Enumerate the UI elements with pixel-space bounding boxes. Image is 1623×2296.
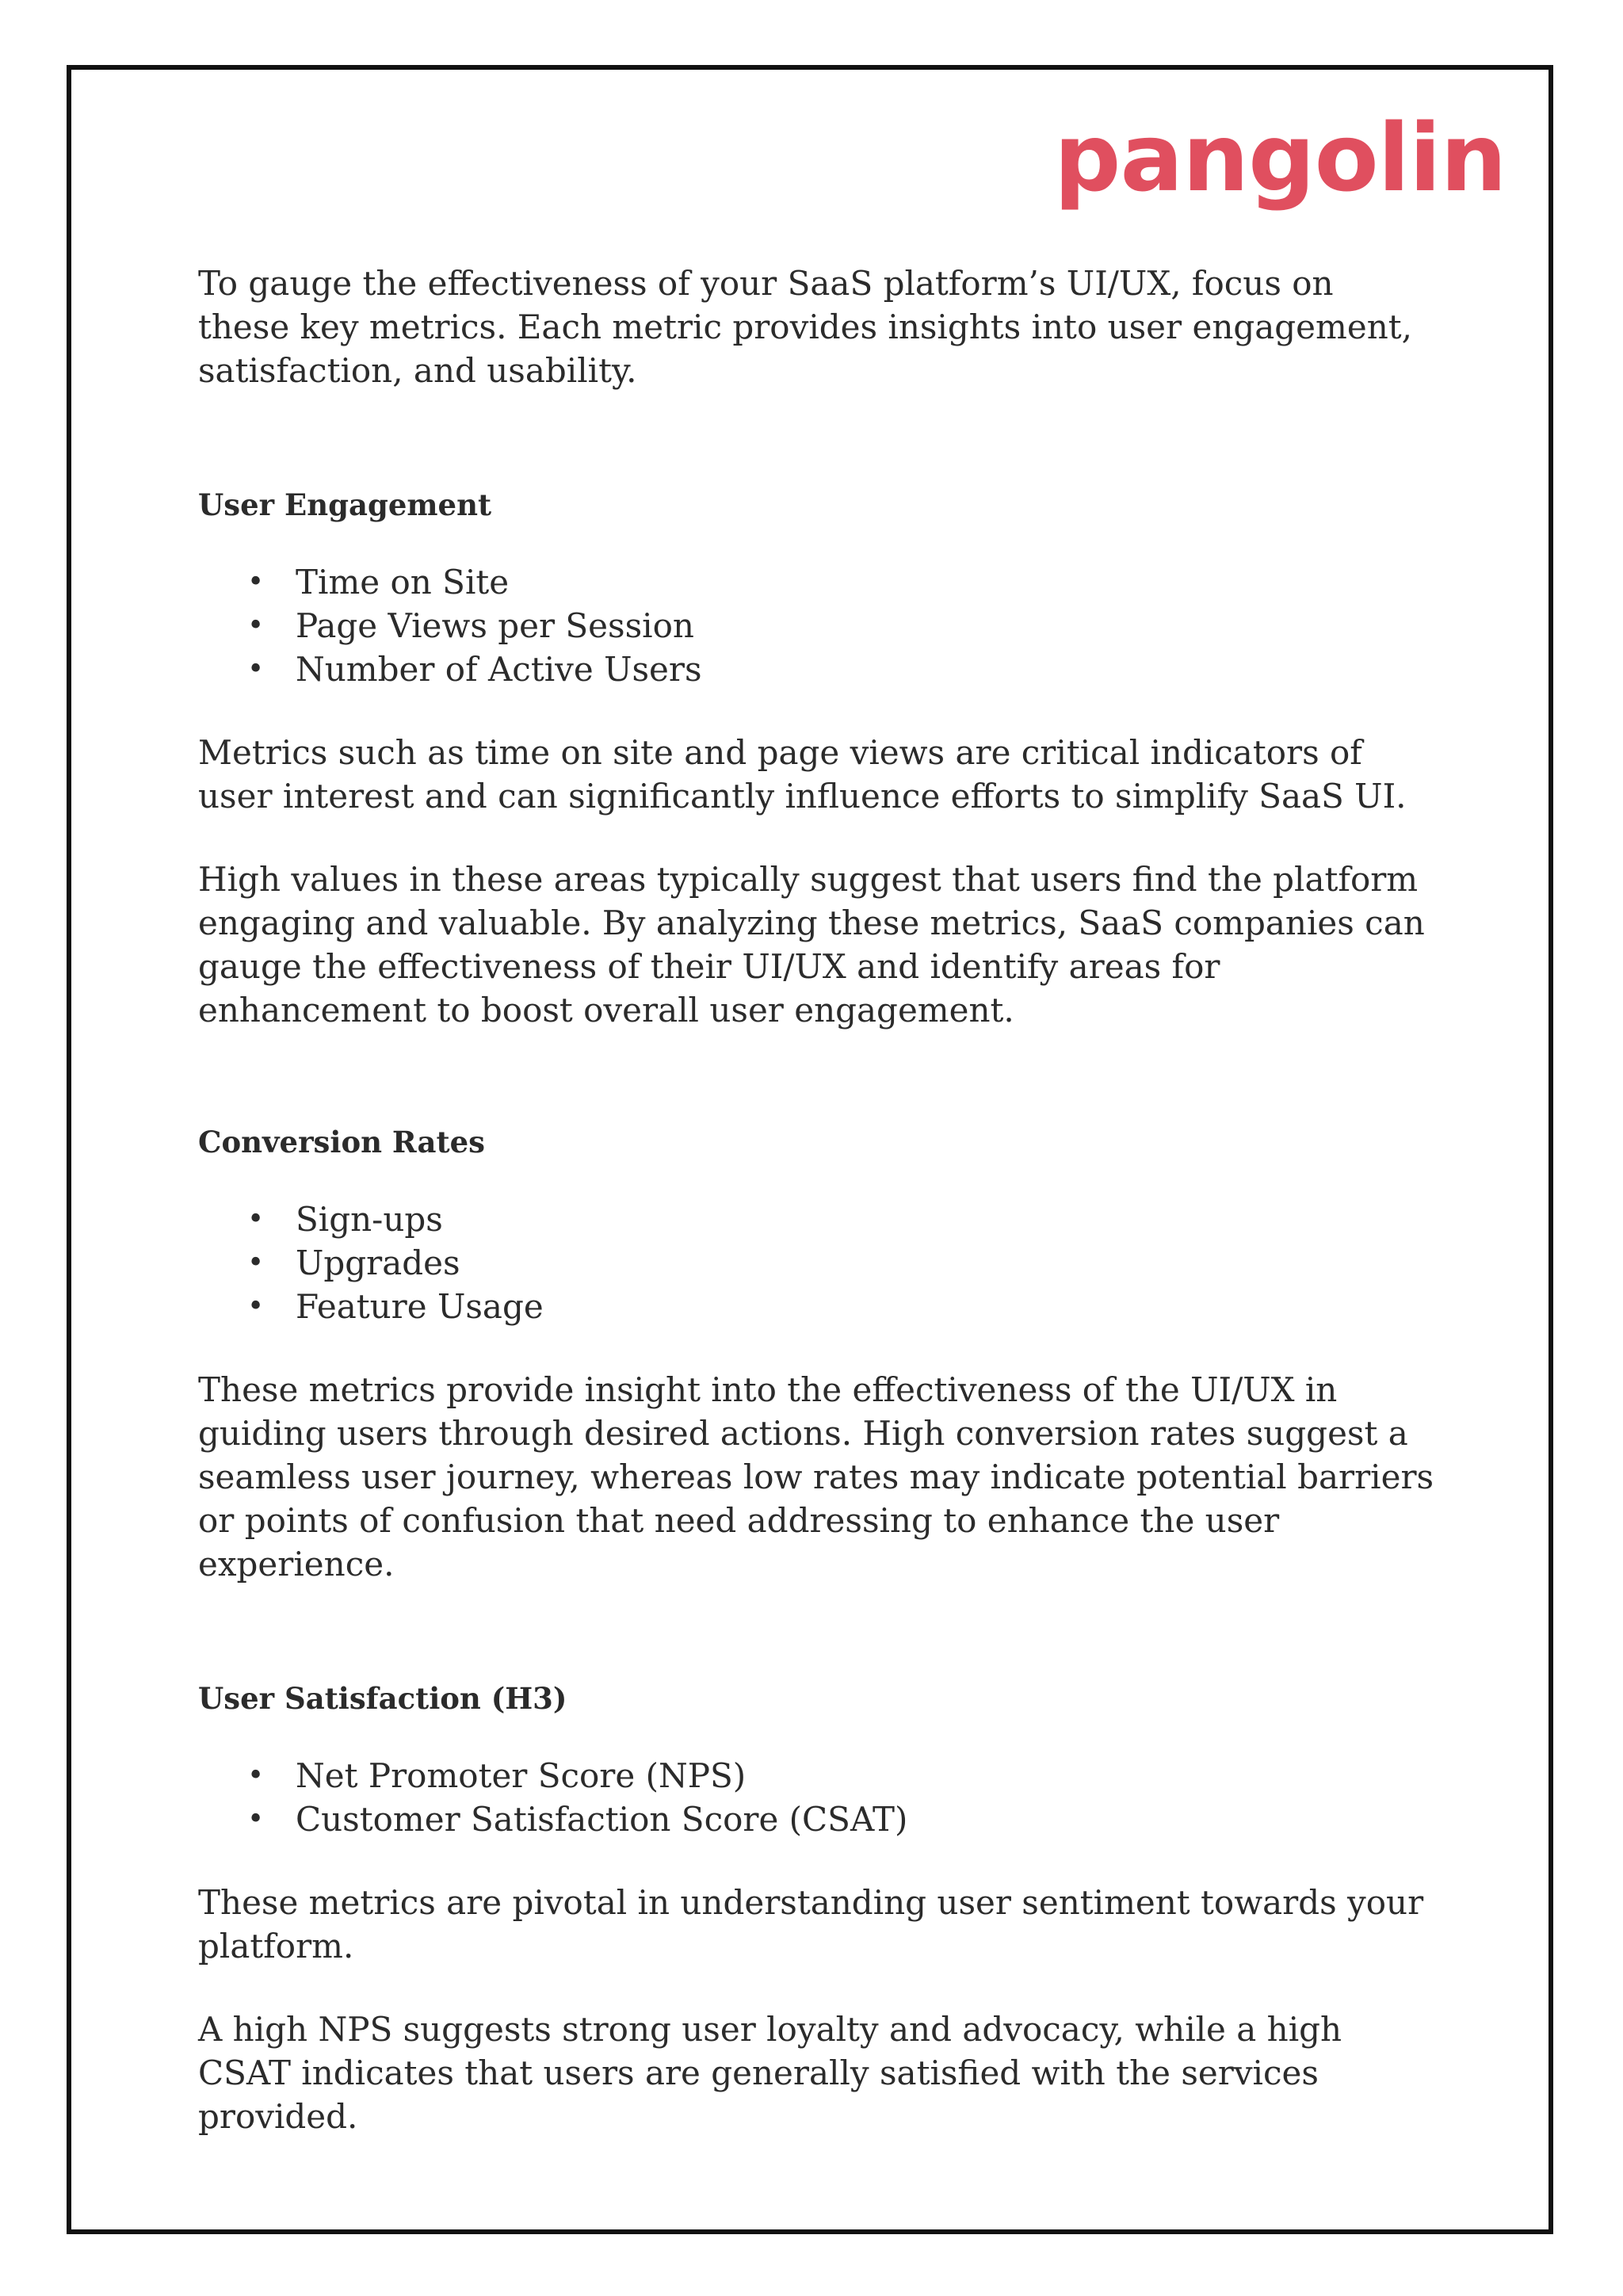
bullet-icon: •	[247, 1203, 265, 1236]
engagement-paragraph-1: Metrics such as time on site and page views are critical indicators of user interest and can significantly influence efforts to simplify SaaS UI.	[198, 733, 1407, 816]
bullet-icon: •	[247, 609, 265, 642]
list-item: • Number of Active Users	[198, 648, 1434, 691]
conversion-rates-list	[198, 1198, 1434, 1328]
bullet-icon: •	[247, 566, 265, 598]
user-satisfaction-list	[198, 1754, 1434, 1841]
section-heading-user-engagement: User Engagement	[198, 487, 492, 522]
bullet-icon: •	[247, 1803, 265, 1836]
section-heading-user-satisfaction: User Satisfaction (H3)	[198, 1681, 567, 1716]
intro-paragraph: To gauge the effectiveness of your SaaS platform’s UI/UX, focus on these key metrics. Each metric provides insights into user engagement, satisfaction, and usability.	[198, 264, 1412, 390]
list-item: • Customer Satisfaction Score (CSAT)	[198, 1797, 1434, 1841]
pangolin-logo: pangolin	[1054, 103, 1507, 212]
list-item: • Sign-ups	[198, 1198, 1434, 1241]
engagement-paragraph-2: High values in these areas typically suggest that users find the platform engaging and valuable. By analyzing these metrics, SaaS companies can gauge the effectiveness of their UI/UX and identify areas for enhancement to boost overall user engagement.	[198, 860, 1425, 1030]
bullet-icon: •	[247, 1247, 265, 1279]
list-item: • Time on Site	[198, 560, 1434, 604]
list-item: • Net Promoter Score (NPS)	[198, 1754, 1434, 1797]
list-item: • Feature Usage	[198, 1285, 1434, 1328]
document-body	[198, 262, 1434, 2138]
list-item: • Page Views per Session	[198, 604, 1434, 648]
conversion-paragraph: These metrics provide insight into the effectiveness of the UI/UX in guiding users through desired actions. High conversion rates suggest a seamless user journey, whereas low rates may indicate potential barriers or points of confusion that need addressing to enhance the user experience.	[198, 1370, 1434, 1584]
bullet-icon: •	[247, 653, 265, 686]
section-heading-conversion-rates: Conversion Rates	[198, 1125, 485, 1159]
bullet-icon: •	[247, 1759, 265, 1792]
bullet-icon: •	[247, 1290, 265, 1323]
user-engagement-list	[198, 560, 1434, 691]
satisfaction-paragraph-1: These metrics are pivotal in understanding user sentiment towards your platform.	[198, 1883, 1424, 1966]
list-item: • Upgrades	[198, 1241, 1434, 1285]
satisfaction-paragraph-2: A high NPS suggests strong user loyalty and advocacy, while a high CSAT indicates that users are generally satisfied with the services provided.	[198, 2010, 1342, 2136]
